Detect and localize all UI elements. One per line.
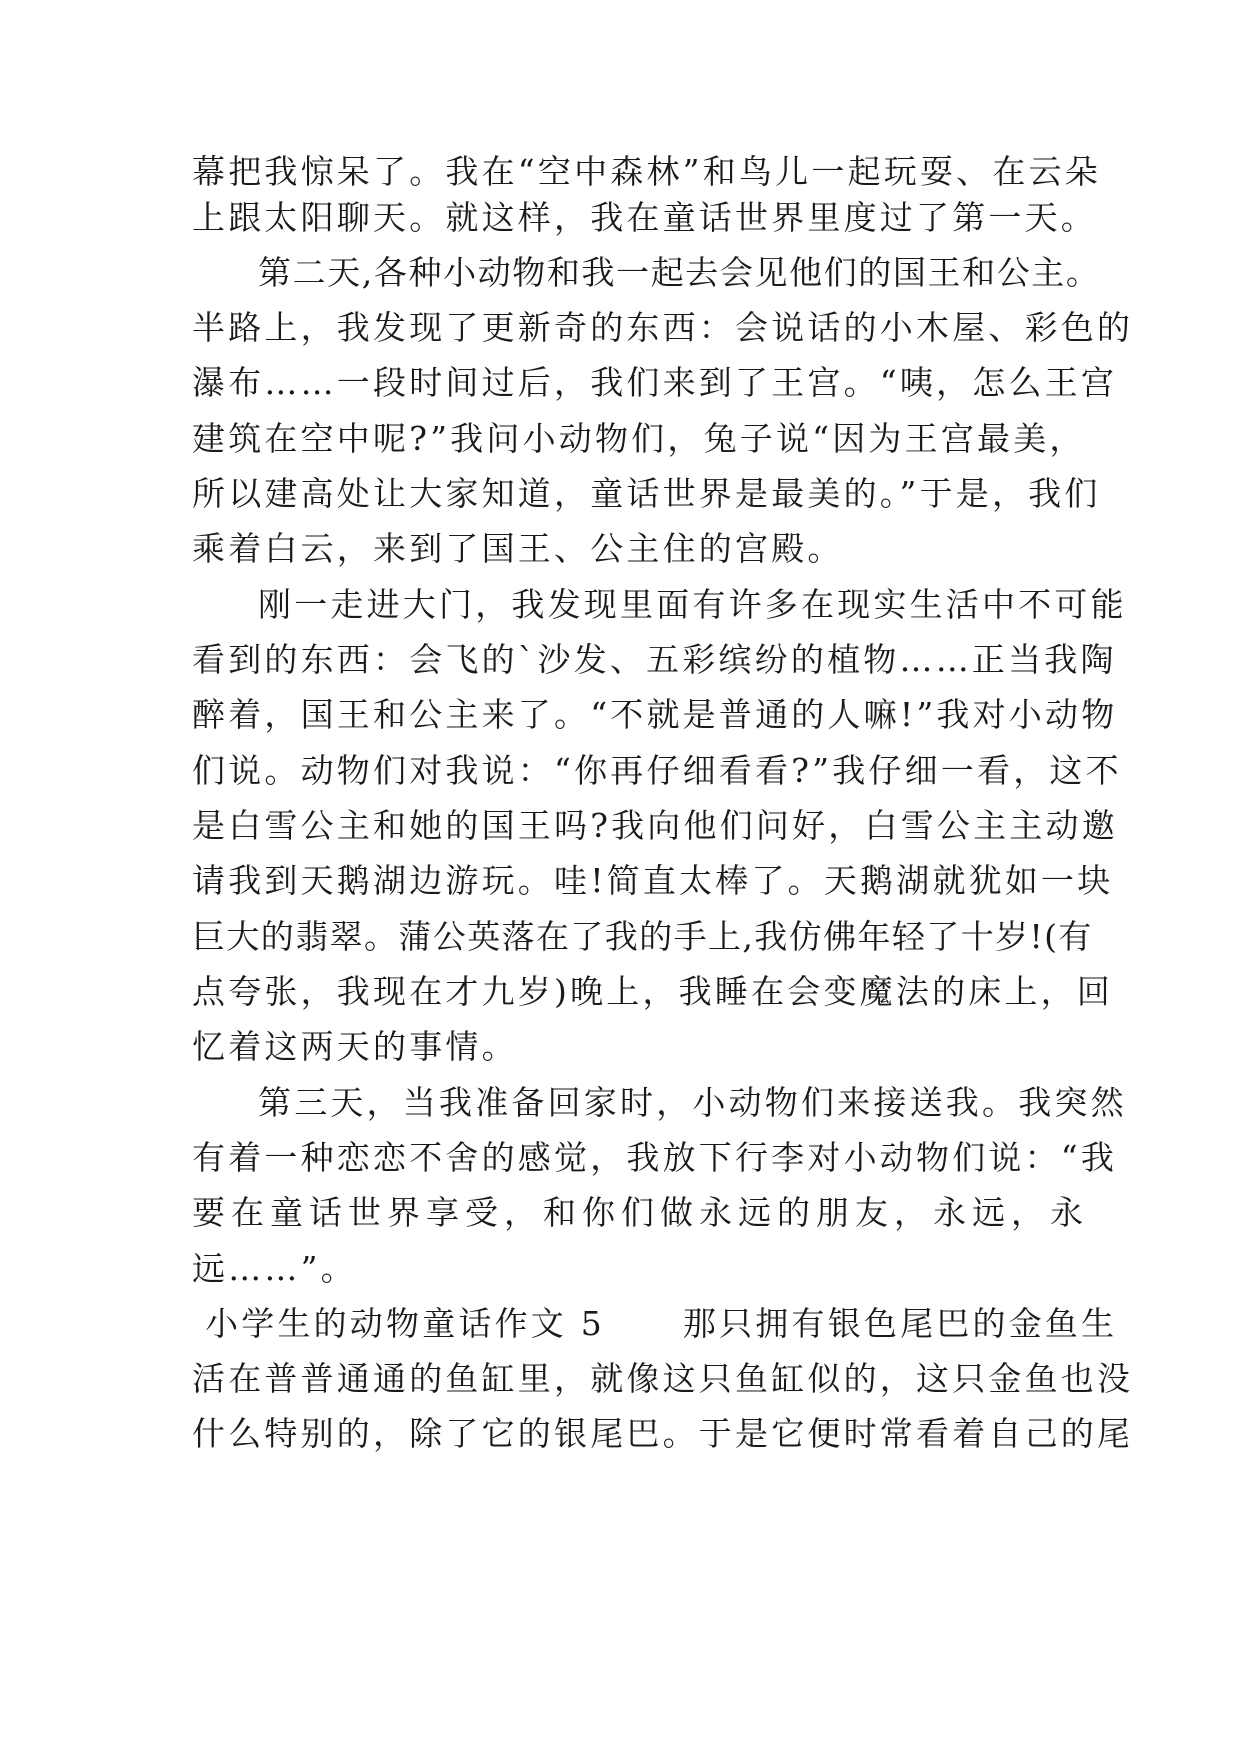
text-line: 忆着这两天的事情。 xyxy=(192,1027,518,1066)
text-line: 远……”。 xyxy=(192,1249,357,1288)
heading-continuation-text: 那只拥有银色尾巴的金鱼生 xyxy=(682,1304,1118,1343)
text-line: 们说。动物们对我说：“你再仔细看看?”我仔细一看，这不 xyxy=(192,751,1122,790)
text-line: 有着一种恋恋不舍的感觉，我放下行李对小动物们说：“我 xyxy=(192,1138,1118,1177)
text-line: 半路上，我发现了更新奇的东西：会说话的小木屋、彩色的 xyxy=(192,308,1134,347)
paragraph-start-line: 第二天,各种小动物和我一起去会见他们的国王和公主。 xyxy=(258,253,1101,292)
text-line: 瀑布……一段时间过后，我们来到了王宫。“咦，怎么王宫 xyxy=(192,363,1118,402)
text-line: 幕把我惊呆了。我在“空中森林”和鸟儿一起玩耍、在云朵 xyxy=(192,152,1101,191)
paragraph-start-line: 刚一走进大门，我发现里面有许多在现实生活中不可能 xyxy=(258,585,1127,624)
text-line: 看到的东西：会飞的`沙发、五彩缤纷的植物……正当我陶 xyxy=(192,640,1117,679)
text-line: 建筑在空中呢?”我问小动物们，兔子说“因为王宫最美， xyxy=(192,419,1086,458)
text-line: 点夸张，我现在才九岁)晚上，我睡在会变魔法的床上，回 xyxy=(192,972,1114,1011)
text-line: 乘着白云，来到了国王、公主住的宫殿。 xyxy=(192,529,844,568)
text-line: 醉着，国王和公主来了。“不就是普通的人嘛!”我对小动物 xyxy=(192,695,1118,734)
text-line: 上跟太阳聊天。就这样，我在童话世界里度过了第一天。 xyxy=(192,198,1097,237)
section-heading-line xyxy=(205,1304,1118,1344)
paragraph-start-line: 第三天，当我准备回家时，小动物们来接送我。我突然 xyxy=(258,1083,1127,1122)
section-heading: 小学生的动物童话作文 5 xyxy=(205,1304,605,1343)
text-line: 什么特别的，除了它的银尾巴。于是它便时常看着自己的尾 xyxy=(192,1414,1134,1453)
text-line: 所以建高处让大家知道，童话世界是最美的。”于是，我们 xyxy=(192,474,1101,513)
text-line: 活在普普通通的鱼缸里，就像这只鱼缸似的，这只金鱼也没 xyxy=(192,1359,1134,1398)
text-line: 请我到天鹅湖边游玩。哇!简直太棒了。天鹅湖就犹如一块 xyxy=(192,861,1114,900)
text-line: 巨大的翡翠。蒲公英落在了我的手上,我仿佛年轻了十岁!(有 xyxy=(192,917,1093,956)
text-line: 要在童话世界享受，和你们做永远的朋友，永远，永 xyxy=(192,1193,1089,1232)
text-line: 是白雪公主和她的国王吗?我向他们问好，白雪公主主动邀 xyxy=(192,806,1118,845)
